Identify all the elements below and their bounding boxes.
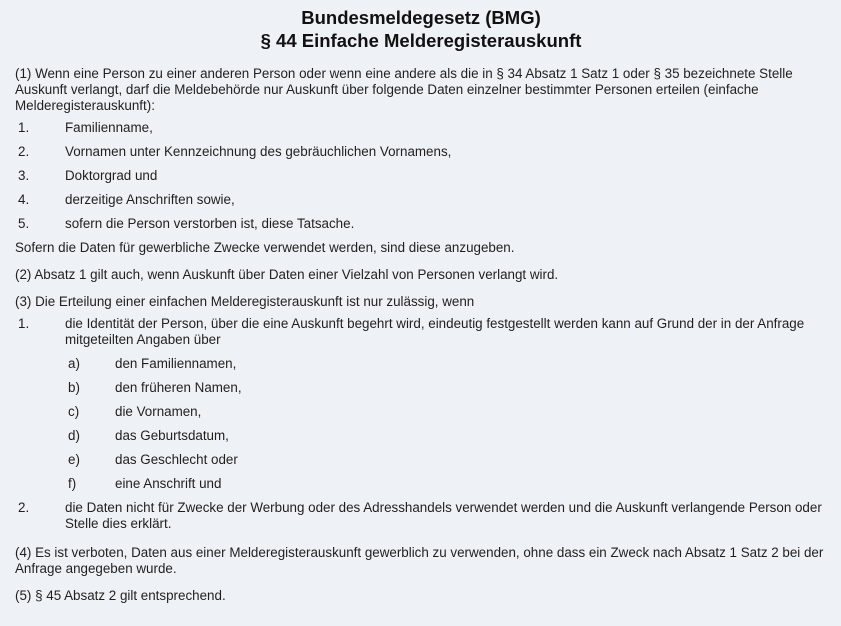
list-item-text: Doktorgrad und [65, 168, 158, 183]
list-item-number: 1. [18, 316, 30, 331]
list-item [15, 114, 827, 138]
list-item [15, 162, 827, 186]
paragraph-3-intro: (3) Die Erteilung einer einfachen Melderegisterauskunft ist nur zulässig, wenn [15, 294, 475, 309]
sublist-item-text: eine Anschrift und [115, 476, 222, 491]
document-header [15, 6, 827, 52]
section-title: § 44 Einfache Melderegisterauskunft [260, 30, 582, 51]
list-item-text: derzeitige Anschriften sowie, [65, 192, 235, 207]
sublist-item [15, 446, 827, 470]
sublist-item-text: das Geschlecht oder [115, 452, 238, 467]
sublist-item-letter: f) [68, 476, 77, 491]
list-item-text: Vornamen unter Kennzeichnung des gebräuchlichen Vornamens, [65, 144, 452, 159]
sublist-item-text: den früheren Namen, [115, 380, 242, 395]
sublist-item-letter: e) [68, 452, 80, 467]
list-item-text: sofern die Person verstorben ist, diese Tatsache. [65, 216, 355, 231]
list-item-number: 3. [18, 168, 30, 183]
paragraph-2: (2) Absatz 1 gilt auch, wenn Auskunft über Daten einer Vielzahl von Personen verlangt wird. [15, 267, 559, 282]
paragraph-1-outro: Sofern die Daten für gewerbliche Zwecke verwendet werden, sind diese anzugeben. [15, 240, 515, 255]
list-item [15, 310, 827, 494]
list-item [15, 186, 827, 210]
paragraph-3 [15, 294, 827, 534]
sublist-item-text: die Vornamen, [115, 404, 202, 419]
list-item-number: 4. [18, 192, 30, 207]
paragraph-1-list [15, 114, 827, 234]
law-title: Bundesmeldegesetz (BMG) [301, 7, 541, 28]
list-item-text: die Identität der Person, über die eine Auskunft begehrt wird, eindeutig festgestellt werden kann auf Grund der in der Anfrage mitgeteilten Angaben über [65, 316, 805, 347]
list-item-number: 1. [18, 120, 30, 135]
list-item [15, 210, 827, 234]
list-item-row [15, 310, 827, 350]
list-item-text: Familienname, [65, 120, 153, 135]
paragraph-1-intro: (1) Wenn eine Person zu einer anderen Person oder wenn eine andere als die in § 34 Absatz 1 Satz 1 oder § 35 bezeichnete Stelle Auskunft verlangt, darf die Meldebehörde nur Auskunft über folgende Daten einzelner bestimmter Personen erteilen (einfache Melderegisterauskunft): [15, 66, 793, 113]
list-item-number: 5. [18, 216, 30, 231]
sublist-item-letter: c) [68, 404, 80, 419]
list-item [15, 494, 827, 534]
list-item [15, 138, 827, 162]
sublist-item [15, 374, 827, 398]
paragraph-3-list [15, 310, 827, 534]
list-item-number: 2. [18, 144, 30, 159]
sublist-item-text: den Familiennamen, [115, 356, 237, 371]
sublist-item [15, 350, 827, 374]
paragraph-5: (5) § 45 Absatz 2 gilt entsprechend. [15, 588, 226, 603]
paragraph-4: (4) Es ist verboten, Daten aus einer Melderegisterauskunft gewerblich zu verwenden, ohne dass ein Zweck nach Absatz 1 Satz 2 bei der Anfrage angegeben wurde. [15, 545, 824, 576]
law-document [15, 6, 827, 604]
sublist-item [15, 398, 827, 422]
list-item-number: 2. [18, 500, 30, 515]
paragraph-1 [15, 66, 827, 256]
sublist-item-letter: b) [68, 380, 80, 395]
sublist-item-letter: d) [68, 428, 80, 443]
sublist-item-text: das Geburtsdatum, [115, 428, 229, 443]
sublist-item [15, 422, 827, 446]
sublist-item [15, 470, 827, 494]
paragraph-3-sublist [15, 350, 827, 494]
list-item-text: die Daten nicht für Zwecke der Werbung oder des Adresshandels verwendet werden und die Auskunft verlangende Person oder Stelle dies erklärt. [65, 500, 822, 531]
sublist-item-letter: a) [68, 356, 80, 371]
